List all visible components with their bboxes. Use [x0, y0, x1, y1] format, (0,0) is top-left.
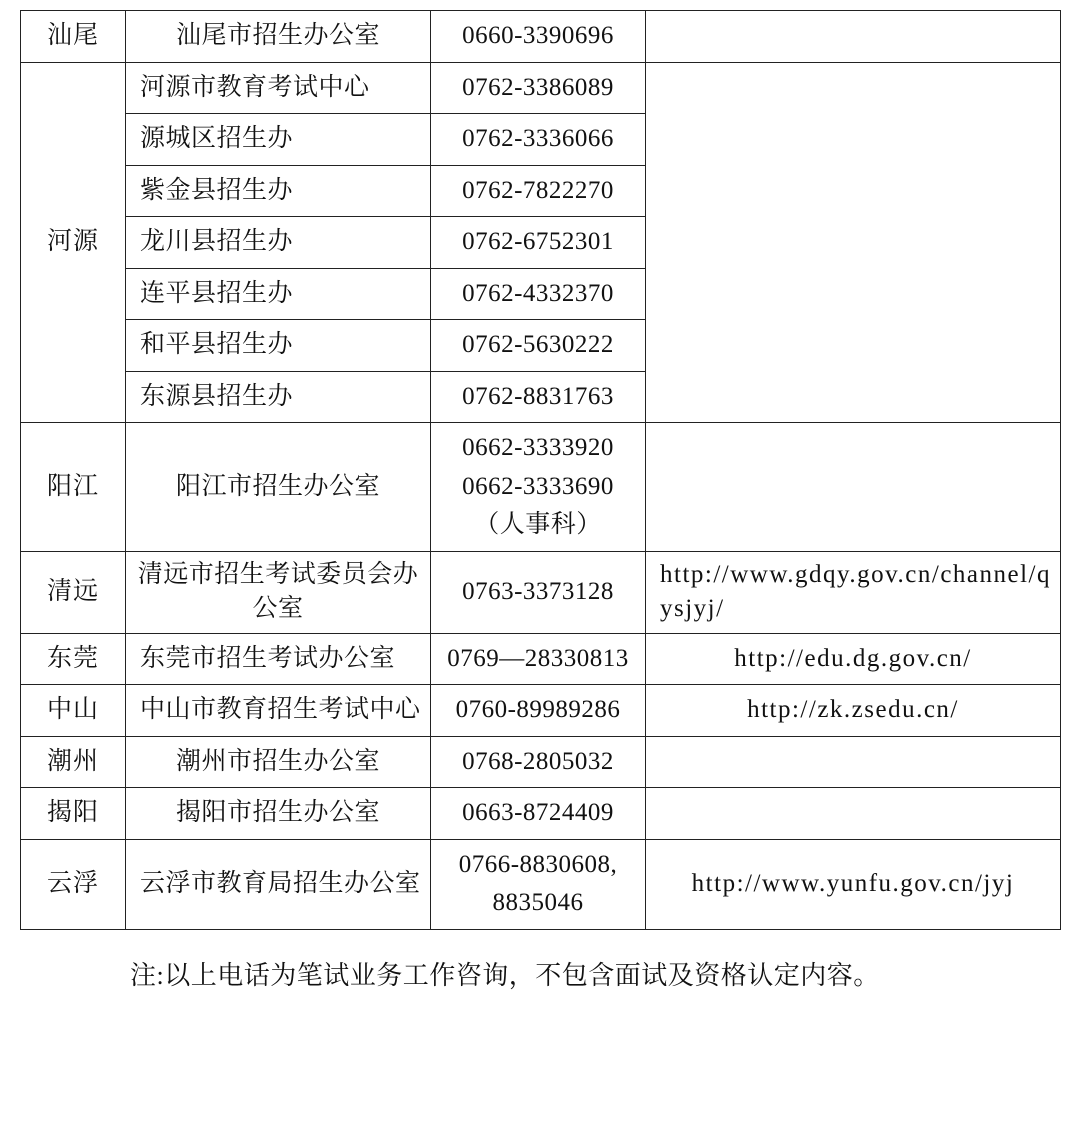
region-cell: 潮州	[21, 736, 126, 788]
phone-number: 0762-7822270	[462, 176, 614, 204]
phone-cell	[431, 371, 646, 423]
office-cell: 中山市教育招生考试中心	[126, 685, 431, 737]
phone-cell	[431, 423, 646, 552]
phone-cell	[431, 551, 646, 633]
phone-cell	[431, 114, 646, 166]
phone-cell	[431, 839, 646, 929]
office-cell: 云浮市教育局招生办公室	[126, 839, 431, 929]
phone-cell	[431, 736, 646, 788]
table-row	[21, 62, 1061, 114]
table-row	[21, 685, 1061, 737]
region-cell: 清远	[21, 551, 126, 633]
region-cell: 东莞	[21, 633, 126, 685]
footer-note: 注:以上电话为笔试业务工作咨询，不包含面试及资格认定内容。	[130, 960, 880, 990]
website-cell	[646, 11, 1061, 63]
phone-cell	[431, 11, 646, 63]
office-cell: 阳江市招生办公室	[126, 423, 431, 552]
phone-number: 0760-89989286	[455, 696, 621, 723]
website-cell	[646, 736, 1061, 788]
phone-number: 8835046	[492, 889, 584, 916]
table-row	[21, 788, 1061, 840]
region-cell: 河源	[21, 62, 126, 423]
website-cell[interactable]: http://zk.zsedu.cn/	[646, 685, 1061, 737]
office-cell: 龙川县招生办	[126, 217, 431, 269]
region-cell: 揭阳	[21, 788, 126, 840]
phone-number: 0762-3386089	[462, 73, 614, 101]
phone-number: 0662-3333920	[462, 434, 614, 461]
table-row	[21, 839, 1061, 929]
phone-cell	[431, 268, 646, 320]
phone-cell	[431, 320, 646, 372]
phone-cell	[431, 633, 646, 685]
phone-number: 0660-3390696	[462, 22, 614, 49]
phone-number: 0769—28330813	[447, 644, 629, 672]
table-row	[21, 736, 1061, 788]
office-cell: 东莞市招生考试办公室	[126, 633, 431, 685]
office-cell: 清远市招生考试委员会办公室	[126, 551, 431, 633]
website-cell	[646, 788, 1061, 840]
phone-number: 0762-3336066	[462, 125, 614, 152]
table-row	[21, 11, 1061, 63]
phone-number: 0766-8830608,	[458, 850, 618, 878]
office-cell: 源城区招生办	[126, 114, 431, 166]
phone-cell	[431, 788, 646, 840]
phone-number: 0762-8831763	[462, 382, 614, 410]
phone-cell	[431, 685, 646, 737]
phone-number: 0762-4332370	[462, 279, 614, 307]
phone-number: 0762-6752301	[462, 228, 614, 255]
office-cell: 揭阳市招生办公室	[126, 788, 431, 840]
office-cell: 紫金县招生办	[126, 165, 431, 217]
region-cell: 阳江	[21, 423, 126, 552]
office-cell: 东源县招生办	[126, 371, 431, 423]
contact-table	[20, 10, 1061, 930]
region-cell: 中山	[21, 685, 126, 737]
website-cell	[646, 62, 1061, 423]
website-cell[interactable]: http://edu.dg.gov.cn/	[646, 633, 1061, 685]
phone-number: 0663-8724409	[462, 799, 614, 826]
table-row	[21, 633, 1061, 685]
office-cell: 连平县招生办	[126, 268, 431, 320]
phone-number: 0762-5630222	[462, 331, 614, 358]
website-cell[interactable]: http://www.yunfu.gov.cn/jyj	[646, 839, 1061, 929]
table-row	[21, 551, 1061, 633]
region-cell: 汕尾	[21, 11, 126, 63]
office-cell: 和平县招生办	[126, 320, 431, 372]
phone-number: 0763-3373128	[462, 577, 614, 605]
office-cell: 潮州市招生办公室	[126, 736, 431, 788]
table-row	[21, 423, 1061, 552]
office-cell: 汕尾市招生办公室	[126, 11, 431, 63]
phone-cell	[431, 62, 646, 114]
website-cell	[646, 423, 1061, 552]
phone-number: 0662-3333690	[462, 472, 614, 500]
phone-cell	[431, 165, 646, 217]
office-cell: 河源市教育考试中心	[126, 62, 431, 114]
phone-cell	[431, 217, 646, 269]
region-cell: 云浮	[21, 839, 126, 929]
website-cell[interactable]: http://www.gdqy.gov.cn/channel/qysjyj/	[646, 551, 1061, 633]
phone-number: （人事科）	[474, 511, 602, 538]
phone-number: 0768-2805032	[462, 747, 614, 775]
contact-table-body	[21, 11, 1061, 930]
